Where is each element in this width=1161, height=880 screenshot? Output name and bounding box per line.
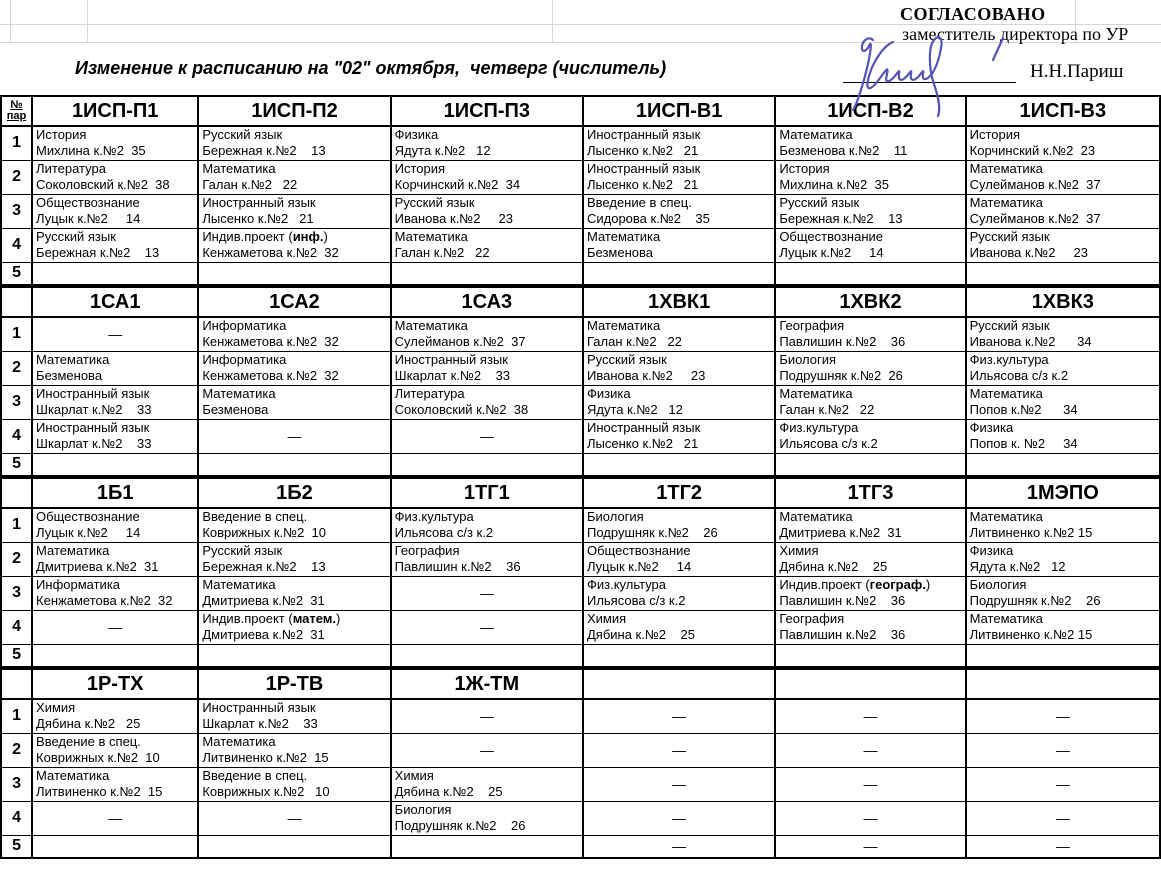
lesson-cell[interactable]: Математика Попов к.№2 34 (966, 385, 1160, 419)
empty-dash-cell[interactable]: — (966, 733, 1160, 767)
lesson-cell[interactable]: Математика Галан к.№2 22 (198, 160, 390, 194)
lesson-cell[interactable]: Математика Галан к.№2 22 (775, 385, 965, 419)
pair-number[interactable]: 5 (1, 262, 32, 285)
group-header-1ТГ1[interactable]: 1ТГ1 (391, 478, 583, 508)
blank-cell[interactable] (583, 644, 775, 667)
empty-dash-cell[interactable]: — (391, 610, 583, 644)
schedule-section-2 (0, 286, 1161, 477)
lesson-cell[interactable]: Физика Ядута к.№2 12 (391, 126, 583, 160)
document-title: Изменение к расписанию на "02" октября, четверг (числитель) (75, 58, 667, 78)
empty-dash-cell[interactable]: — (391, 419, 583, 453)
lesson-cell[interactable]: Математика Безменова к.№2 11 (775, 126, 965, 160)
empty-dash-cell[interactable]: — (32, 610, 198, 644)
lesson-cell[interactable]: Русский язык Иванова к.№2 34 (966, 317, 1160, 351)
pair-number-header[interactable] (1, 478, 32, 508)
lesson-cell[interactable]: Иностранный язык Лысенко к.№2 21 (583, 419, 775, 453)
pair-row-4 (1, 228, 1160, 262)
pair-row-5 (1, 835, 1160, 858)
lesson-cell[interactable]: Математика Сулейманов к.№2 37 (391, 317, 583, 351)
empty-dash-cell[interactable]: — (583, 767, 775, 801)
lesson-cell[interactable]: Русский язык Иванова к.№2 23 (391, 194, 583, 228)
group-header-1ИСП-В1[interactable]: 1ИСП-В1 (583, 96, 775, 126)
lesson-cell[interactable]: Математика Безменова (32, 351, 198, 385)
empty-dash-cell[interactable]: — (966, 767, 1160, 801)
empty-dash-cell[interactable]: — (391, 576, 583, 610)
lesson-cell[interactable]: Иностранный язык Шкарлат к.№2 33 (32, 419, 198, 453)
group-header-1ИСП-П2[interactable]: 1ИСП-П2 (198, 96, 390, 126)
empty-dash-cell[interactable]: — (583, 699, 775, 733)
group-header-1ХВК2[interactable]: 1ХВК2 (775, 287, 965, 317)
lesson-cell[interactable]: Математика Галан к.№2 22 (583, 317, 775, 351)
group-header-empty[interactable] (583, 669, 775, 699)
schedule-section-3 (0, 477, 1161, 668)
group-header-1ИСП-П1[interactable]: 1ИСП-П1 (32, 96, 198, 126)
lesson-cell[interactable]: География Павлишин к.№2 36 (391, 542, 583, 576)
blank-cell[interactable] (32, 644, 198, 667)
lesson-cell[interactable]: Физика Попов к. №2 34 (966, 419, 1160, 453)
pair-number[interactable]: 5 (1, 453, 32, 476)
pair-number[interactable]: 1 (1, 317, 32, 351)
pair-row-2 (1, 733, 1160, 767)
pair-number[interactable]: 2 (1, 351, 32, 385)
lesson-cell[interactable]: Математика Литвиненко к.№2 15 (966, 610, 1160, 644)
lesson-cell[interactable]: Иностранный язык Шкарлат к.№2 33 (32, 385, 198, 419)
lesson-cell[interactable]: Физ.культура Ильясова с/з к.2 (775, 419, 965, 453)
gridline (552, 0, 553, 42)
group-header-row (1, 287, 1160, 317)
pair-row-4 (1, 801, 1160, 835)
group-header-1Б1[interactable]: 1Б1 (32, 478, 198, 508)
lesson-cell[interactable]: География Павлишин к.№2 36 (775, 610, 965, 644)
pair-number[interactable]: 3 (1, 767, 32, 801)
group-header-1ИСП-В2[interactable]: 1ИСП-В2 (775, 96, 965, 126)
pair-number[interactable]: 2 (1, 160, 32, 194)
lesson-cell[interactable]: Литература Соколовский к.№2 38 (32, 160, 198, 194)
pair-number[interactable]: 1 (1, 699, 32, 733)
empty-dash-cell[interactable]: — (775, 767, 965, 801)
empty-dash-cell[interactable]: — (966, 835, 1160, 858)
blank-cell[interactable] (966, 262, 1160, 285)
lesson-cell[interactable]: Биология Подрушняк к.№2 26 (583, 508, 775, 542)
lesson-cell[interactable]: Химия Дябина к.№2 25 (391, 767, 583, 801)
lesson-cell[interactable]: Обществознание Луцык к.№2 14 (32, 508, 198, 542)
lesson-cell[interactable]: Введение в спец. Сидорова к.№2 35 (583, 194, 775, 228)
empty-dash-cell[interactable]: — (775, 733, 965, 767)
lesson-cell[interactable]: Биология Подрушняк к.№2 26 (775, 351, 965, 385)
lesson-cell[interactable]: Индив.проект (географ.) Павлишин к.№2 36 (775, 576, 965, 610)
blank-cell[interactable] (391, 644, 583, 667)
blank-cell[interactable] (966, 453, 1160, 476)
lesson-cell[interactable]: Физика Ядута к.№2 12 (583, 385, 775, 419)
pair-number-header[interactable]: № пар (1, 96, 32, 126)
blank-cell[interactable] (198, 644, 390, 667)
lesson-cell[interactable]: Математика Дмитриева к.№2 31 (198, 576, 390, 610)
pair-number[interactable]: 4 (1, 801, 32, 835)
signature-line (843, 63, 1016, 83)
lesson-cell[interactable]: Математика Сулейманов к.№2 37 (966, 194, 1160, 228)
pair-row-1 (1, 508, 1160, 542)
group-header-1ИСП-П3[interactable]: 1ИСП-П3 (391, 96, 583, 126)
lesson-cell[interactable]: Физ.культура Ильясова с/з к.2 (583, 576, 775, 610)
lesson-cell[interactable]: Русский язык Бережная к.№2 13 (775, 194, 965, 228)
pair-number[interactable]: 2 (1, 542, 32, 576)
pair-number[interactable]: 4 (1, 419, 32, 453)
blank-cell[interactable] (32, 262, 198, 285)
empty-dash-cell[interactable]: — (198, 801, 390, 835)
lesson-cell[interactable]: Математика Дмитриева к.№2 31 (775, 508, 965, 542)
pair-row-4 (1, 419, 1160, 453)
lesson-cell[interactable]: Введение в спец. Коврижных к.№2 10 (198, 508, 390, 542)
pair-number-header[interactable] (1, 287, 32, 317)
empty-dash-cell[interactable]: — (32, 317, 198, 351)
blank-cell[interactable] (966, 644, 1160, 667)
lesson-cell[interactable]: Введение в спец. Коврижных к.№2 10 (32, 733, 198, 767)
pair-row-1 (1, 317, 1160, 351)
pair-number[interactable]: 5 (1, 644, 32, 667)
group-header-1ИСП-В3[interactable]: 1ИСП-В3 (966, 96, 1160, 126)
lesson-cell[interactable]: Математика Литвиненко к.№2 15 (966, 508, 1160, 542)
schedule-section-1 (0, 95, 1161, 286)
empty-dash-cell[interactable]: — (775, 699, 965, 733)
group-header-1Б2[interactable]: 1Б2 (198, 478, 390, 508)
blank-cell[interactable] (198, 262, 390, 285)
lesson-cell[interactable]: Математика Галан к.№2 22 (391, 228, 583, 262)
pair-row-2 (1, 351, 1160, 385)
group-header-1ТГ2[interactable]: 1ТГ2 (583, 478, 775, 508)
lesson-cell[interactable]: История Корчинский к.№2 23 (966, 126, 1160, 160)
lesson-cell[interactable]: Иностранный язык Лысенко к.№2 21 (583, 160, 775, 194)
group-header-1Р-ТХ[interactable]: 1Р-ТХ (32, 669, 198, 699)
pair-number[interactable]: 4 (1, 228, 32, 262)
pair-row-4 (1, 610, 1160, 644)
lesson-cell[interactable]: Индив.проект (инф.) Кенжаметова к.№2 32 (198, 228, 390, 262)
lesson-cell[interactable]: Информатика Кенжаметова к.№2 32 (198, 317, 390, 351)
group-header-row (1, 478, 1160, 508)
pair-number[interactable]: 4 (1, 610, 32, 644)
pair-number[interactable]: 1 (1, 126, 32, 160)
lesson-cell[interactable]: Физика Ядута к.№2 12 (966, 542, 1160, 576)
schedule-section-4 (0, 668, 1161, 859)
lesson-cell[interactable]: Математика Дмитриева к.№2 31 (32, 542, 198, 576)
gridline (10, 0, 11, 42)
schedule-table (0, 95, 1161, 859)
approver-name: Н.Н.Париш (1030, 61, 1124, 82)
blank-cell[interactable] (775, 644, 965, 667)
group-header-1Ж-ТМ[interactable]: 1Ж-ТМ (391, 669, 583, 699)
empty-dash-cell[interactable]: — (966, 801, 1160, 835)
pair-number[interactable]: 3 (1, 576, 32, 610)
blank-cell[interactable] (583, 262, 775, 285)
pair-row-2 (1, 542, 1160, 576)
lesson-cell[interactable]: Индив.проект (матем.) Дмитриева к.№2 31 (198, 610, 390, 644)
group-header-1ХВК3[interactable]: 1ХВК3 (966, 287, 1160, 317)
lesson-cell[interactable]: Физ.культура Ильясова с/з к.2 (391, 508, 583, 542)
blank-cell[interactable] (391, 262, 583, 285)
lesson-cell[interactable]: Математика Безменова (583, 228, 775, 262)
blank-cell[interactable] (775, 453, 965, 476)
empty-dash-cell[interactable]: — (391, 699, 583, 733)
group-header-1СА3[interactable]: 1СА3 (391, 287, 583, 317)
lesson-cell[interactable]: Математика Литвиненко к.№2 15 (198, 733, 390, 767)
lesson-cell[interactable]: Обществознание Луцык к.№2 14 (775, 228, 965, 262)
pair-number[interactable]: 3 (1, 385, 32, 419)
pair-row-1 (1, 126, 1160, 160)
lesson-cell[interactable]: История Корчинский к.№2 34 (391, 160, 583, 194)
approval-stamp: СОГЛАСОВАНО (900, 4, 1046, 24)
blank-cell[interactable] (198, 835, 390, 858)
empty-dash-cell[interactable]: — (32, 801, 198, 835)
empty-dash-cell[interactable]: — (583, 733, 775, 767)
pair-number[interactable]: 1 (1, 508, 32, 542)
lesson-cell[interactable]: Обществознание Луцык к.№2 14 (32, 194, 198, 228)
lesson-cell[interactable]: Введение в спец. Коврижных к.№2 10 (198, 767, 390, 801)
pair-row-5 (1, 453, 1160, 476)
pair-row-3 (1, 767, 1160, 801)
lesson-cell[interactable]: Русский язык Иванова к.№2 23 (583, 351, 775, 385)
blank-cell[interactable] (198, 453, 390, 476)
empty-dash-cell[interactable]: — (583, 801, 775, 835)
empty-dash-cell[interactable]: — (583, 835, 775, 858)
lesson-cell[interactable]: История Михлина к.№2 35 (32, 126, 198, 160)
pair-row-5 (1, 262, 1160, 285)
lesson-cell[interactable]: Математика Сулейманов к.№2 37 (966, 160, 1160, 194)
blank-cell[interactable] (32, 453, 198, 476)
lesson-cell[interactable]: Иностранный язык Лысенко к.№2 21 (583, 126, 775, 160)
gridline (87, 0, 88, 42)
blank-cell[interactable] (775, 262, 965, 285)
group-header-1Р-ТВ[interactable]: 1Р-ТВ (198, 669, 390, 699)
blank-cell[interactable] (391, 835, 583, 858)
empty-dash-cell[interactable]: — (775, 801, 965, 835)
group-header-empty[interactable] (775, 669, 965, 699)
empty-dash-cell[interactable]: — (966, 699, 1160, 733)
pair-number[interactable]: 2 (1, 733, 32, 767)
lesson-cell[interactable]: Математика Литвиненко к.№2 15 (32, 767, 198, 801)
lesson-cell[interactable]: Информатика Кенжаметова к.№2 32 (32, 576, 198, 610)
group-header-row (1, 669, 1160, 699)
pair-row-5 (1, 644, 1160, 667)
lesson-cell[interactable]: Химия Дябина к.№2 25 (583, 610, 775, 644)
blank-cell[interactable] (583, 453, 775, 476)
group-header-empty[interactable] (966, 669, 1160, 699)
empty-dash-cell[interactable]: — (775, 835, 965, 858)
group-header-1ХВК1[interactable]: 1ХВК1 (583, 287, 775, 317)
lesson-cell[interactable]: Русский язык Бережная к.№2 13 (198, 126, 390, 160)
empty-dash-cell[interactable]: — (198, 419, 390, 453)
lesson-cell[interactable]: Русский язык Иванова к.№2 23 (966, 228, 1160, 262)
pair-row-3 (1, 194, 1160, 228)
empty-dash-cell[interactable]: — (391, 733, 583, 767)
lesson-cell[interactable]: Химия Дябина к.№2 25 (32, 699, 198, 733)
lesson-cell[interactable]: Физ.культура Ильясова с/з к.2 (966, 351, 1160, 385)
lesson-cell[interactable]: Иностранный язык Шкарлат к.№2 33 (391, 351, 583, 385)
lesson-cell[interactable]: Химия Дябина к.№2 25 (775, 542, 965, 576)
lesson-cell[interactable]: Математика Безменова (198, 385, 390, 419)
lesson-cell[interactable]: История Михлина к.№2 35 (775, 160, 965, 194)
group-header-1СА2[interactable]: 1СА2 (198, 287, 390, 317)
group-header-1ТГ3[interactable]: 1ТГ3 (775, 478, 965, 508)
group-header-1МЭПО[interactable]: 1МЭПО (966, 478, 1160, 508)
blank-cell[interactable] (32, 835, 198, 858)
group-header-row (1, 96, 1160, 126)
pair-row-1 (1, 699, 1160, 733)
lesson-cell[interactable]: География Павлишин к.№2 36 (775, 317, 965, 351)
approval-role: заместитель директора по УР (902, 24, 1129, 44)
lesson-cell[interactable]: Обществознание Луцык к.№2 14 (583, 542, 775, 576)
lesson-cell[interactable]: Иностранный язык Шкарлат к.№2 33 (198, 699, 390, 733)
pair-row-3 (1, 576, 1160, 610)
lesson-cell[interactable]: Русский язык Бережная к.№2 13 (32, 228, 198, 262)
pair-row-3 (1, 385, 1160, 419)
pair-number-header[interactable] (1, 669, 32, 699)
group-header-1СА1[interactable]: 1СА1 (32, 287, 198, 317)
lesson-cell[interactable]: Биология Подрушняк к.№2 26 (966, 576, 1160, 610)
pair-row-2 (1, 160, 1160, 194)
blank-cell[interactable] (391, 453, 583, 476)
lesson-cell[interactable]: Русский язык Бережная к.№2 13 (198, 542, 390, 576)
lesson-cell[interactable]: Иностранный язык Лысенко к.№2 21 (198, 194, 390, 228)
lesson-cell[interactable]: Литература Соколовский к.№2 38 (391, 385, 583, 419)
lesson-cell[interactable]: Информатика Кенжаметова к.№2 32 (198, 351, 390, 385)
pair-number[interactable]: 5 (1, 835, 32, 858)
pair-number[interactable]: 3 (1, 194, 32, 228)
lesson-cell[interactable]: Биология Подрушняк к.№2 26 (391, 801, 583, 835)
